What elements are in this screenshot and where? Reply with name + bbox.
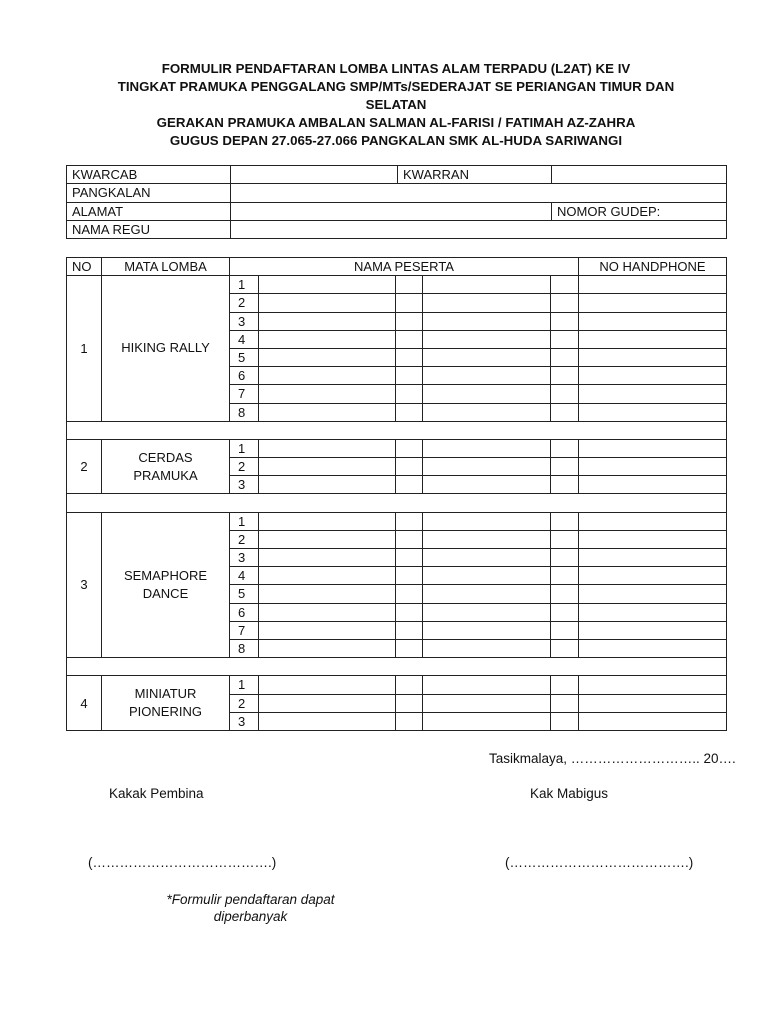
participant-phone-field[interactable] <box>579 512 727 530</box>
col-handphone: NO HANDPHONE <box>579 258 727 276</box>
participant-name-field[interactable] <box>259 512 396 530</box>
pangkalan-label: PANGKALAN <box>67 184 231 202</box>
alamat-field[interactable] <box>231 202 552 220</box>
participant-name-field[interactable] <box>259 621 396 639</box>
kwarcab-field[interactable] <box>231 166 398 184</box>
participant-phone-field[interactable] <box>579 567 727 585</box>
participant-name-field-2[interactable] <box>423 367 551 385</box>
col-mata-lomba: MATA LOMBA <box>102 258 230 276</box>
table-row <box>67 676 727 694</box>
header-region: SELATAN <box>365 97 427 112</box>
participant-index: 8 <box>230 403 259 421</box>
event-number: 1 <box>67 276 102 422</box>
participant-index: 3 <box>230 712 259 730</box>
participant-phone-field[interactable] <box>579 676 727 694</box>
participant-phone-field[interactable] <box>579 476 727 494</box>
participant-index: 1 <box>230 439 259 457</box>
pembina-title: Kakak Pembina <box>109 786 204 801</box>
participant-name-field-2[interactable] <box>423 348 551 366</box>
info-table <box>66 165 727 239</box>
participant-extra-field-2[interactable] <box>551 458 579 476</box>
date-line: Tasikmalaya, ……………………….. 20…. <box>489 751 736 766</box>
participant-extra-field-2[interactable] <box>551 385 579 403</box>
participant-index: 2 <box>230 694 259 712</box>
col-no: NO <box>67 258 102 276</box>
event-number: 4 <box>67 676 102 731</box>
participant-phone-field[interactable] <box>579 312 727 330</box>
participant-name-field[interactable] <box>259 476 396 494</box>
participant-phone-field[interactable] <box>579 621 727 639</box>
participant-phone-field[interactable] <box>579 276 727 294</box>
separator-cell <box>67 421 727 439</box>
participant-phone-field[interactable] <box>579 694 727 712</box>
participant-extra-field-2[interactable] <box>551 603 579 621</box>
participant-name-field[interactable] <box>259 712 396 730</box>
participant-name-field-2[interactable] <box>423 530 551 548</box>
table-row <box>67 439 727 457</box>
separator-row <box>67 658 727 676</box>
participant-extra-field-2[interactable] <box>551 330 579 348</box>
participant-phone-field[interactable] <box>579 385 727 403</box>
participant-name-field[interactable] <box>259 312 396 330</box>
participant-extra-field[interactable] <box>396 276 423 294</box>
participant-name-field[interactable] <box>259 694 396 712</box>
participant-extra-field-2[interactable] <box>551 476 579 494</box>
participant-extra-field[interactable] <box>396 585 423 603</box>
participant-index: 1 <box>230 676 259 694</box>
footnote: *Formulir pendaftaran dapat diperbanyak <box>166 892 335 924</box>
pembina-signature-line[interactable]: (………………………………….) <box>88 855 277 870</box>
participant-extra-field-2[interactable] <box>551 512 579 530</box>
nama-regu-label: NAMA REGU <box>67 220 231 238</box>
participant-table <box>66 257 727 731</box>
event-name: SEMAPHORE DANCE <box>102 512 230 658</box>
participant-extra-field-2[interactable] <box>551 567 579 585</box>
alamat-label: ALAMAT <box>67 202 231 220</box>
participant-extra-field[interactable] <box>396 621 423 639</box>
participant-extra-field-2[interactable] <box>551 621 579 639</box>
participant-name-field-2[interactable] <box>423 694 551 712</box>
participant-phone-field[interactable] <box>579 439 727 457</box>
participant-name-field[interactable] <box>259 294 396 312</box>
participant-name-field-2[interactable] <box>423 639 551 657</box>
participant-name-field[interactable] <box>259 567 396 585</box>
participant-index: 1 <box>230 276 259 294</box>
participant-extra-field[interactable] <box>396 348 423 366</box>
participant-phone-field[interactable] <box>579 348 727 366</box>
participant-index: 5 <box>230 585 259 603</box>
participant-phone-field[interactable] <box>579 330 727 348</box>
mabigus-signature-line[interactable]: (………………………………….) <box>505 855 694 870</box>
participant-name-field[interactable] <box>259 530 396 548</box>
mabigus-title: Kak Mabigus <box>530 786 609 801</box>
pangkalan-field[interactable] <box>231 184 727 202</box>
participant-extra-field-2[interactable] <box>551 367 579 385</box>
participant-name-field-2[interactable] <box>423 385 551 403</box>
participant-name-field-2[interactable] <box>423 712 551 730</box>
participant-phone-field[interactable] <box>579 367 727 385</box>
participant-index: 3 <box>230 312 259 330</box>
header-level: TINGKAT PRAMUKA PENGGALANG SMP/MTs/SEDERAJAT SE PERIANGAN TIMUR DAN <box>117 79 675 94</box>
participant-extra-field[interactable] <box>396 294 423 312</box>
participant-name-field-2[interactable] <box>423 276 551 294</box>
participant-index: 3 <box>230 549 259 567</box>
participant-extra-field[interactable] <box>396 694 423 712</box>
participant-extra-field-2[interactable] <box>551 348 579 366</box>
participant-name-field[interactable] <box>259 403 396 421</box>
participant-extra-field-2[interactable] <box>551 294 579 312</box>
participant-extra-field-2[interactable] <box>551 439 579 457</box>
participant-name-field[interactable] <box>259 585 396 603</box>
participant-name-field-2[interactable] <box>423 567 551 585</box>
participant-extra-field[interactable] <box>396 403 423 421</box>
participant-index: 7 <box>230 385 259 403</box>
participant-index: 2 <box>230 294 259 312</box>
participant-extra-field[interactable] <box>396 458 423 476</box>
participant-index: 4 <box>230 567 259 585</box>
participant-phone-field[interactable] <box>579 603 727 621</box>
separator-cell <box>67 658 727 676</box>
header-gudep: GUGUS DEPAN 27.065-27.066 PANGKALAN SMK AL-HUDA SARIWANGI <box>169 133 623 148</box>
nomor-gudep-label[interactable]: NOMOR GUDEP: <box>552 202 727 220</box>
participant-extra-field[interactable] <box>396 385 423 403</box>
participant-extra-field-2[interactable] <box>551 549 579 567</box>
participant-name-field-2[interactable] <box>423 621 551 639</box>
event-number: 3 <box>67 512 102 658</box>
participant-phone-field[interactable] <box>579 712 727 730</box>
participant-phone-field[interactable] <box>579 530 727 548</box>
participant-phone-field[interactable] <box>579 639 727 657</box>
participant-name-field-2[interactable] <box>423 458 551 476</box>
participant-index: 3 <box>230 476 259 494</box>
event-name: MINIATUR PIONERING <box>102 676 230 731</box>
participant-extra-field-2[interactable] <box>551 403 579 421</box>
participant-extra-field-2[interactable] <box>551 639 579 657</box>
participant-name-field-2[interactable] <box>423 330 551 348</box>
participant-extra-field[interactable] <box>396 476 423 494</box>
kwarran-label: KWARRAN <box>398 166 552 184</box>
kwarran-field[interactable] <box>552 166 727 184</box>
nama-regu-field[interactable] <box>231 220 727 238</box>
participant-phone-field[interactable] <box>579 549 727 567</box>
participant-extra-field[interactable] <box>396 549 423 567</box>
participant-name-field-2[interactable] <box>423 676 551 694</box>
participant-index: 6 <box>230 367 259 385</box>
participant-name-field-2[interactable] <box>423 512 551 530</box>
participant-extra-field[interactable] <box>396 512 423 530</box>
event-name: HIKING RALLY <box>102 276 230 422</box>
participant-name-field-2[interactable] <box>423 603 551 621</box>
participant-extra-field[interactable] <box>396 676 423 694</box>
kwarcab-label: KWARCAB <box>67 166 231 184</box>
event-name: CERDAS PRAMUKA <box>102 439 230 494</box>
participant-extra-field-2[interactable] <box>551 530 579 548</box>
separator-row <box>67 494 727 512</box>
form-header <box>66 60 726 150</box>
table-row <box>67 512 727 530</box>
participant-name-field[interactable] <box>259 348 396 366</box>
participant-name-field[interactable] <box>259 385 396 403</box>
participant-name-field[interactable] <box>259 639 396 657</box>
participant-index: 1 <box>230 512 259 530</box>
participant-extra-field[interactable] <box>396 367 423 385</box>
participant-name-field-2[interactable] <box>423 549 551 567</box>
table-header-row <box>67 258 727 276</box>
participant-index: 6 <box>230 603 259 621</box>
event-number: 2 <box>67 439 102 494</box>
participant-extra-field[interactable] <box>396 712 423 730</box>
participant-name-field-2[interactable] <box>423 403 551 421</box>
participant-name-field-2[interactable] <box>423 476 551 494</box>
participant-name-field[interactable] <box>259 676 396 694</box>
participant-name-field[interactable] <box>259 276 396 294</box>
participant-name-field-2[interactable] <box>423 294 551 312</box>
participant-name-field[interactable] <box>259 603 396 621</box>
participant-name-field[interactable] <box>259 458 396 476</box>
participant-name-field[interactable] <box>259 330 396 348</box>
participant-extra-field-2[interactable] <box>551 694 579 712</box>
table-row <box>67 276 727 294</box>
participant-name-field[interactable] <box>259 367 396 385</box>
participant-extra-field[interactable] <box>396 330 423 348</box>
participant-extra-field[interactable] <box>396 603 423 621</box>
participant-name-field-2[interactable] <box>423 439 551 457</box>
participant-name-field[interactable] <box>259 549 396 567</box>
participant-extra-field-2[interactable] <box>551 585 579 603</box>
header-title: FORMULIR PENDAFTARAN LOMBA LINTAS ALAM TERPADU (L2AT) KE IV <box>161 61 631 76</box>
participant-extra-field[interactable] <box>396 639 423 657</box>
participant-phone-field[interactable] <box>579 458 727 476</box>
participant-extra-field[interactable] <box>396 312 423 330</box>
participant-index: 4 <box>230 330 259 348</box>
participant-extra-field-2[interactable] <box>551 312 579 330</box>
participant-phone-field[interactable] <box>579 294 727 312</box>
header-organizer: GERAKAN PRAMUKA AMBALAN SALMAN AL-FARISI / FATIMAH AZ-ZAHRA <box>156 115 636 130</box>
participant-name-field-2[interactable] <box>423 585 551 603</box>
participant-index: 2 <box>230 458 259 476</box>
participant-index: 5 <box>230 348 259 366</box>
col-nama-peserta: NAMA PESERTA <box>230 258 579 276</box>
participant-index: 8 <box>230 639 259 657</box>
participant-name-field-2[interactable] <box>423 312 551 330</box>
participant-extra-field-2[interactable] <box>551 276 579 294</box>
participant-index: 2 <box>230 530 259 548</box>
participant-extra-field[interactable] <box>396 567 423 585</box>
participant-index: 7 <box>230 621 259 639</box>
participant-phone-field[interactable] <box>579 585 727 603</box>
participant-extra-field[interactable] <box>396 439 423 457</box>
participant-extra-field-2[interactable] <box>551 676 579 694</box>
participant-phone-field[interactable] <box>579 403 727 421</box>
participant-name-field[interactable] <box>259 439 396 457</box>
participant-extra-field-2[interactable] <box>551 712 579 730</box>
separator-row <box>67 421 727 439</box>
participant-extra-field[interactable] <box>396 530 423 548</box>
separator-cell <box>67 494 727 512</box>
